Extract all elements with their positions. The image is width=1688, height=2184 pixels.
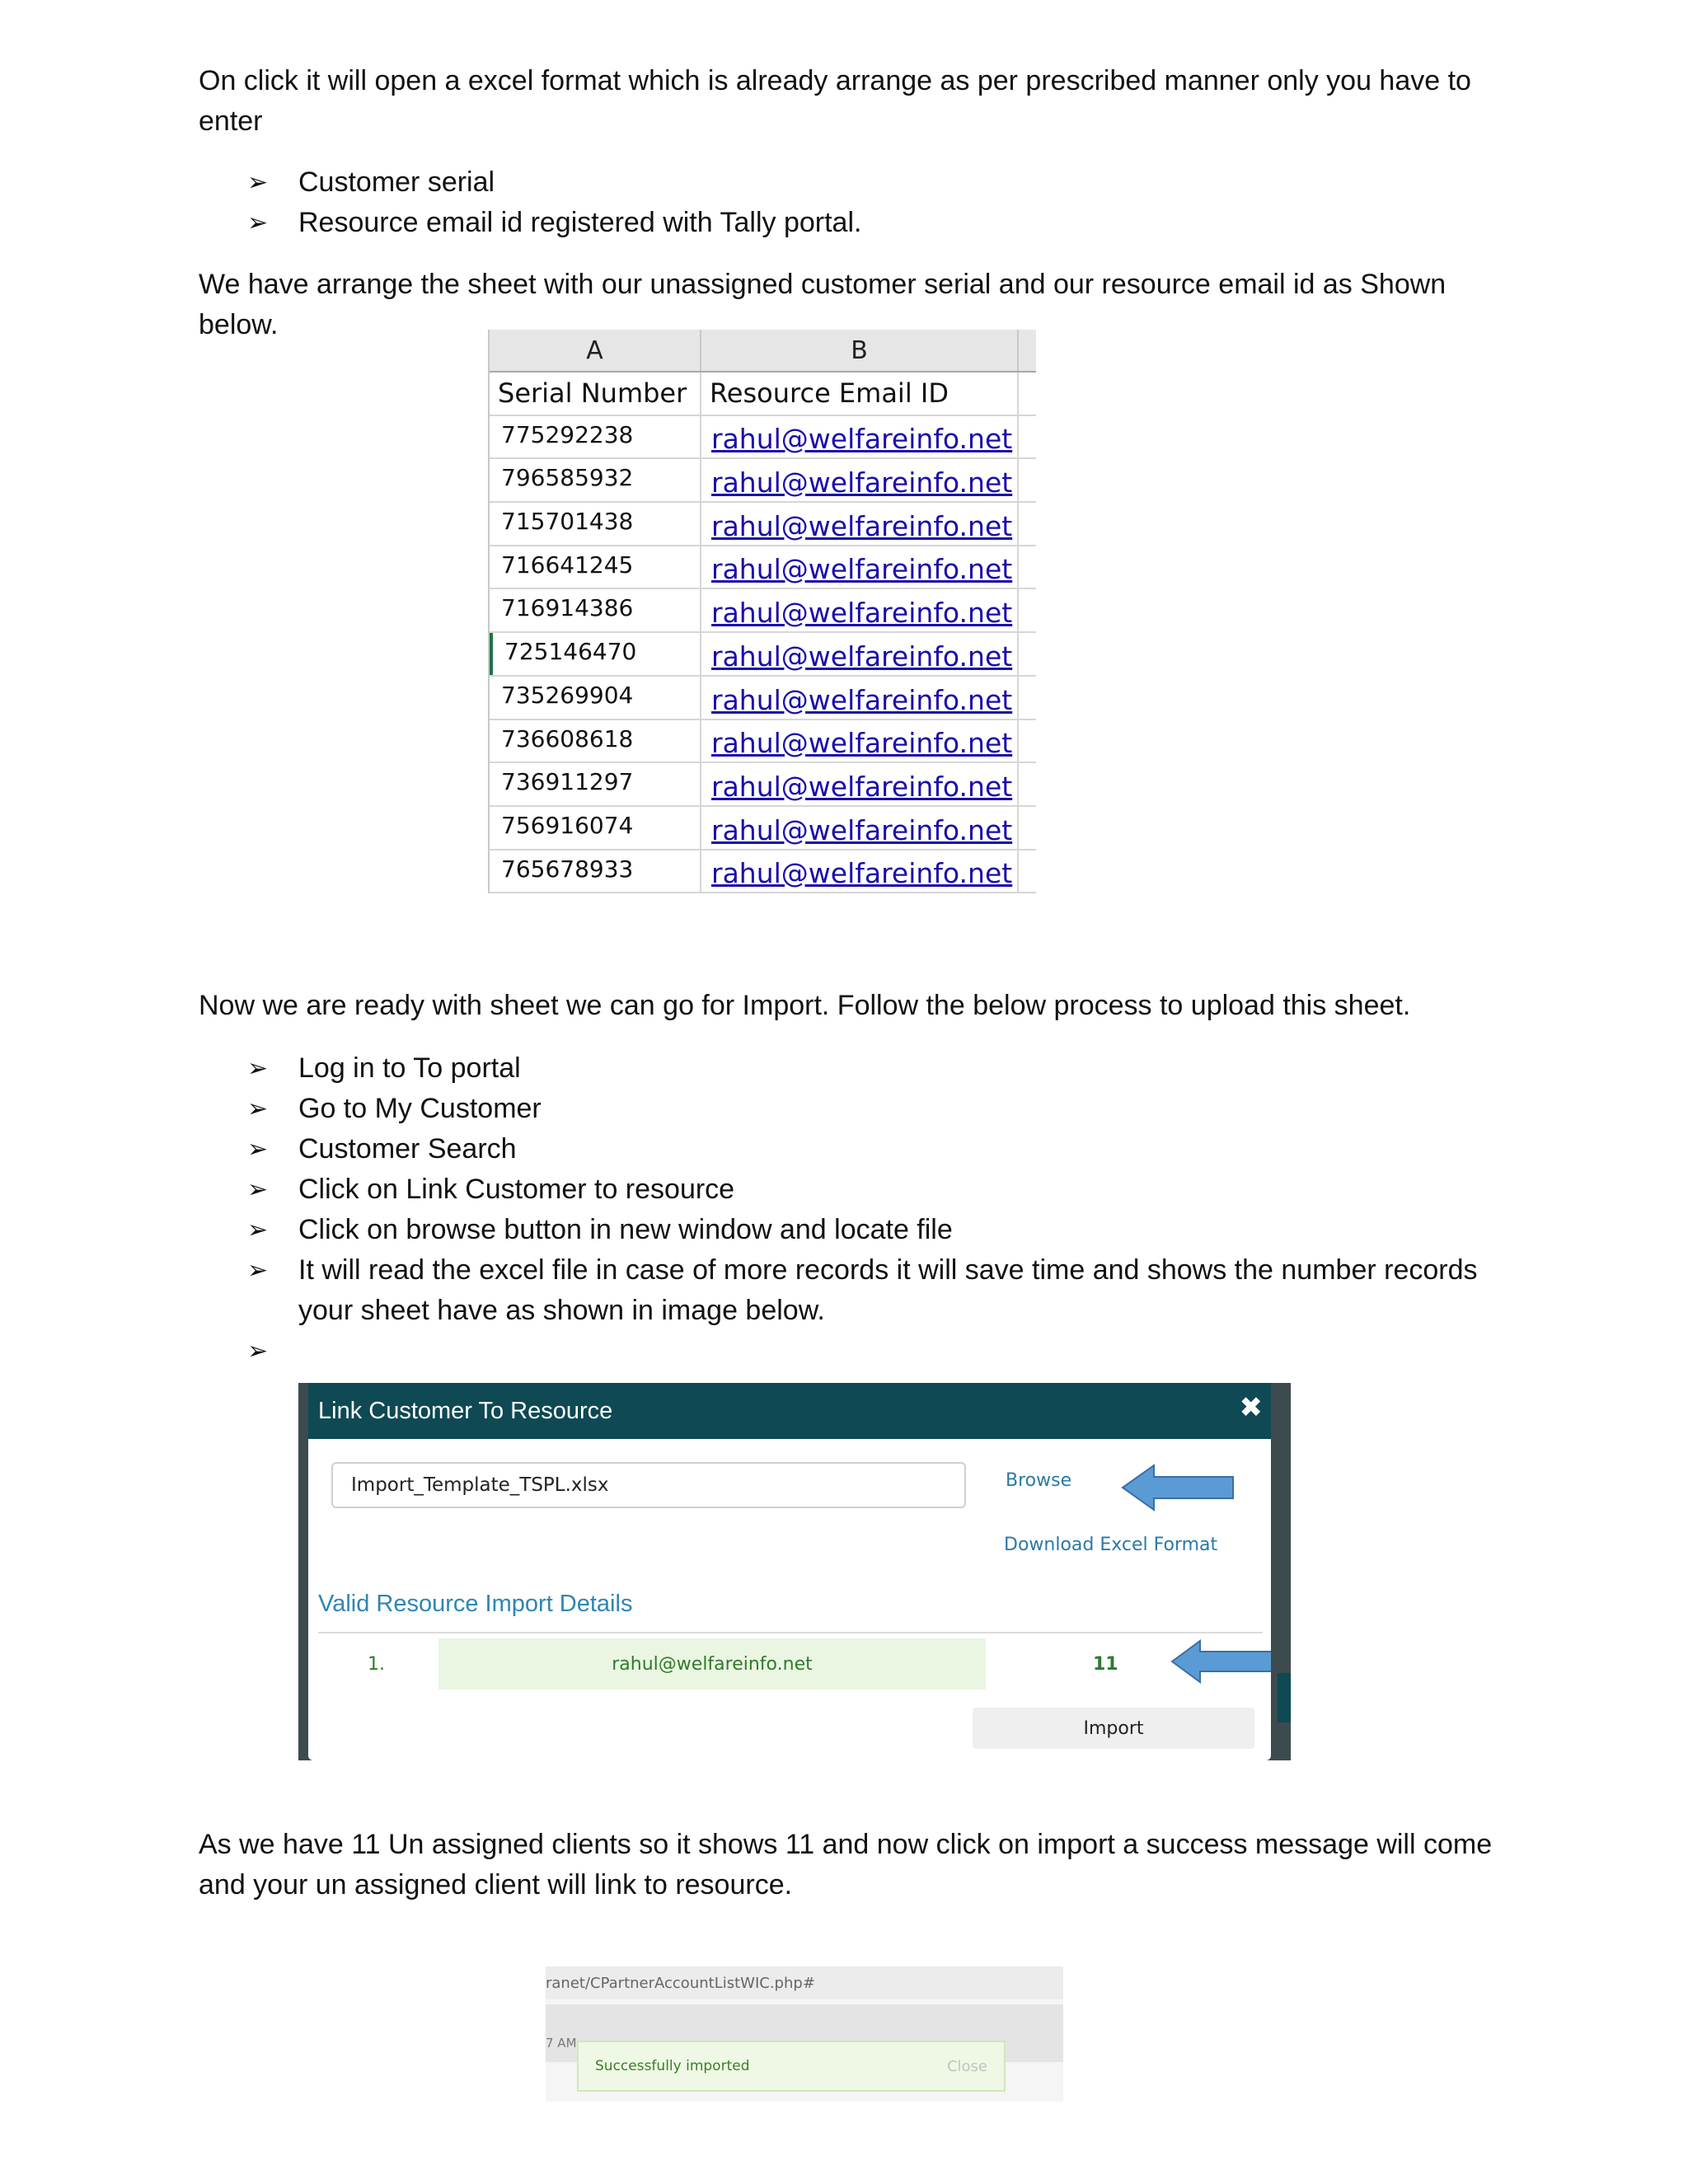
row-number: 1. (368, 1653, 385, 1675)
table-row (490, 416, 1036, 460)
email-cell (701, 589, 1019, 631)
sheet-rows (490, 416, 1036, 894)
list-item: ➢ Customer Search (247, 1129, 1533, 1169)
list-item: ➢ Log in to To portal (247, 1048, 1533, 1089)
email-cell (701, 763, 1019, 805)
table-row (490, 546, 1036, 590)
arrow-bullet-icon: ➢ (247, 1337, 269, 1366)
table-row (490, 633, 1036, 677)
file-path-field[interactable]: Import_Template_TSPL.xlsx (331, 1462, 966, 1508)
browse-link[interactable]: Browse (1006, 1470, 1072, 1491)
close-icon[interactable]: ✖ (1239, 1391, 1263, 1424)
serial-number-cell: 765678933 (490, 851, 701, 893)
email-cell (701, 459, 1019, 501)
email-link[interactable]: rahul@welfareinfo.net (711, 813, 1013, 846)
table-row (490, 763, 1036, 807)
list-item: ➢ Resource email id registered with Tally portal. (247, 203, 1533, 243)
email-cell (701, 720, 1019, 762)
serial-number-cell: 736608618 (490, 720, 701, 762)
serial-number-cell: 775292238 (490, 416, 701, 458)
table-row (490, 677, 1036, 720)
email-link[interactable]: rahul@welfareinfo.net (711, 553, 1013, 586)
table-row (490, 851, 1036, 894)
serial-number-header: Serial Number (490, 373, 701, 415)
email-link[interactable]: rahul@welfareinfo.net (711, 423, 1013, 456)
email-link[interactable]: rahul@welfareinfo.net (711, 466, 1013, 499)
serial-number-cell: 735269904 (490, 677, 701, 719)
spreadsheet (488, 330, 1036, 893)
close-button[interactable]: Close (946, 2057, 987, 2075)
sheet-header-row (490, 373, 1036, 416)
serial-number-cell: 716914386 (490, 589, 701, 631)
success-alert (577, 2041, 1006, 2092)
email-cell (701, 416, 1019, 458)
result-paragraph: As we have 11 Un assigned clients so it shows 11 and now click on import a success message will come and your un assigned client will link to resource. (199, 1829, 1493, 1900)
list-item: ➢ Customer serial (247, 162, 1533, 203)
table-row (490, 720, 1036, 764)
serial-number-cell: 725146470 (490, 633, 701, 675)
link-customer-dialog (308, 1383, 1271, 1760)
arrow-bullet-icon: ➢ (247, 168, 269, 197)
arrow-bullet-icon: ➢ (247, 1216, 269, 1244)
import-steps-list (247, 1048, 1533, 1366)
email-link[interactable]: rahul@welfareinfo.net (711, 597, 1013, 630)
arrow-bullet-icon: ➢ (247, 1175, 269, 1204)
email-cell (701, 677, 1019, 719)
left-arrow-icon (1121, 1462, 1236, 1513)
arrow-bullet-icon: ➢ (247, 1054, 269, 1083)
intro-paragraph: On click it will open a excel format which is already arrange as per prescribed manner only you have to enter (199, 65, 1471, 137)
column-a-header: A (490, 330, 701, 371)
record-count: 11 (1093, 1653, 1118, 1675)
list-item: ➢ Go to My Customer (247, 1089, 1533, 1129)
resource-email-header: Resource Email ID (701, 373, 1019, 415)
download-excel-format-link[interactable]: Download Excel Format (1004, 1535, 1218, 1555)
column-header-row (490, 330, 1036, 373)
list-item: ➢ It will read the excel file in case of more records it will save time and shows the number records your sheet have as shown in image below. (247, 1250, 1533, 1331)
email-cell (701, 851, 1019, 893)
arrow-bullet-icon: ➢ (247, 1094, 269, 1123)
serial-number-cell: 716641245 (490, 546, 701, 588)
arrow-bullet-icon: ➢ (247, 1135, 269, 1164)
list-item: ➢ Click on Link Customer to resource (247, 1169, 1533, 1210)
success-screenshot (546, 1966, 1063, 2102)
email-link[interactable]: rahul@welfareinfo.net (711, 640, 1013, 673)
email-cell (701, 546, 1019, 588)
table-row (490, 807, 1036, 851)
intro-bullet-list (247, 162, 1533, 243)
row-email: rahul@welfareinfo.net (438, 1638, 986, 1690)
table-row (490, 589, 1036, 633)
list-item: ➢ Click on browse button in new window and locate file (247, 1210, 1533, 1250)
email-link[interactable]: rahul@welfareinfo.net (711, 683, 1013, 716)
email-link[interactable]: rahul@welfareinfo.net (711, 857, 1013, 890)
dialog-screenshot (298, 1383, 1291, 1760)
serial-number-cell: 736911297 (490, 763, 701, 805)
table-row (490, 459, 1036, 503)
email-cell (701, 807, 1019, 849)
background-panel-edge (1278, 1673, 1291, 1722)
serial-number-cell: 796585932 (490, 459, 701, 501)
valid-import-heading: Valid Resource Import Details (318, 1591, 633, 1617)
serial-number-cell: 756916074 (490, 807, 701, 849)
table-row (318, 1638, 1263, 1690)
email-cell (701, 633, 1019, 675)
import-button[interactable]: Import (973, 1708, 1254, 1749)
serial-number-cell: 715701438 (490, 503, 701, 545)
dialog-title: Link Customer To Resource (318, 1397, 613, 1424)
email-link[interactable]: rahul@welfareinfo.net (711, 727, 1013, 760)
column-b-header: B (701, 330, 1019, 371)
email-link[interactable]: rahul@welfareinfo.net (711, 509, 1013, 542)
arrow-bullet-icon: ➢ (247, 209, 269, 237)
import-paragraph: Now we are ready with sheet we can go for Import. Follow the below process to upload this sheet. (199, 990, 1411, 1021)
arrange-paragraph: We have arrange the sheet with our unassigned customer serial and our resource email id as Shown below. (199, 269, 1447, 340)
divider (318, 1632, 1263, 1633)
left-arrow-icon (1170, 1638, 1271, 1685)
url-bar: ranet/CPartnerAccountListWIC.php# (546, 1966, 1063, 1999)
success-message: Successfully imported (595, 2058, 750, 2074)
timestamp: 7 AM (546, 2036, 577, 2050)
email-cell (701, 503, 1019, 545)
arrow-bullet-icon: ➢ (247, 1256, 269, 1285)
table-row (490, 503, 1036, 546)
email-link[interactable]: rahul@welfareinfo.net (711, 770, 1013, 803)
dialog-title-bar (308, 1383, 1271, 1439)
